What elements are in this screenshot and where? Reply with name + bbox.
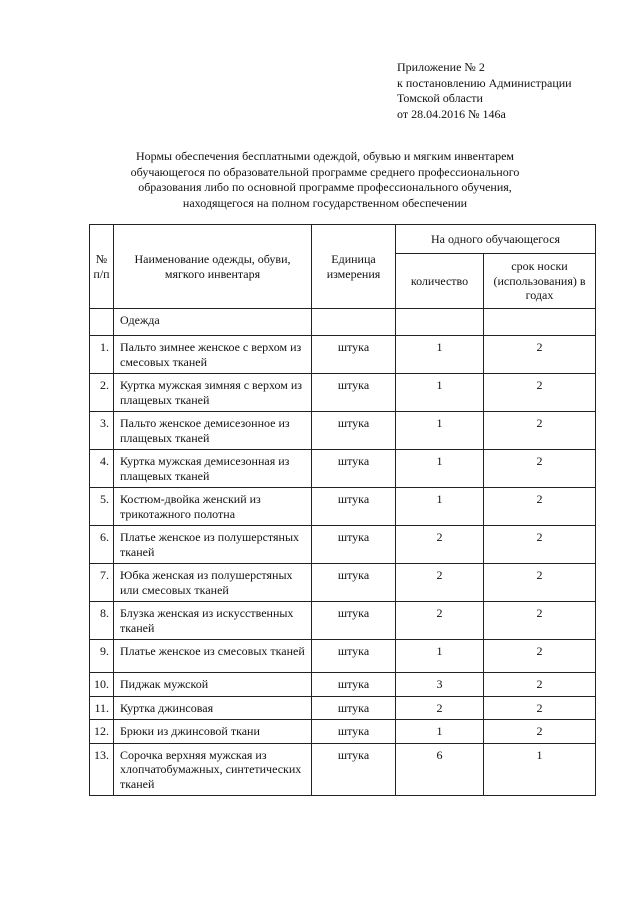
appendix-line: Томской области [397, 91, 483, 105]
row-qty: 3 [396, 673, 484, 697]
row-qty: 2 [396, 602, 484, 640]
row-num: 11. [90, 696, 114, 720]
row-name: Костюм-двойка женский из трикотажного полотна [114, 488, 312, 526]
norms-table [89, 224, 596, 796]
header-unit [312, 225, 396, 309]
table-row [90, 743, 596, 796]
row-qty: 2 [396, 526, 484, 564]
header-unit-text: Единица измерения [326, 252, 381, 281]
document-title [100, 149, 550, 211]
row-unit: штука [312, 602, 396, 640]
row-name: Куртка джинсовая [114, 696, 312, 720]
appendix-line: к постановлению Администрации [397, 75, 572, 90]
table-row [90, 696, 596, 720]
table-row [90, 564, 596, 602]
row-qty: 2 [396, 696, 484, 720]
row-name: Куртка мужская зимняя с верхом из плащевых тканей [114, 374, 312, 412]
row-num: 5. [90, 488, 114, 526]
header-per-student: На одного обучающегося [396, 225, 596, 254]
title-line: Нормы обеспечения бесплатными одеждой, обувью и мягким инвентарем [135, 149, 515, 163]
table-row [90, 488, 596, 526]
row-num: 12. [90, 720, 114, 744]
table-row [90, 412, 596, 450]
row-term: 2 [484, 673, 596, 697]
table-row [90, 720, 596, 744]
row-unit: штука [312, 720, 396, 744]
row-qty: 1 [396, 412, 484, 450]
row-num: 4. [90, 450, 114, 488]
row-qty: 2 [396, 564, 484, 602]
header-term [484, 254, 596, 309]
section-term-cell [484, 309, 596, 336]
row-num: 3. [90, 412, 114, 450]
row-name: Брюки из джинсовой ткани [114, 720, 312, 744]
table-row [90, 602, 596, 640]
row-name: Платье женское из смесовых тканей [114, 640, 312, 673]
header-term-text: срок носки (использования) в годах [493, 259, 586, 303]
row-unit: штука [312, 564, 396, 602]
row-unit: штука [312, 450, 396, 488]
row-term: 2 [484, 696, 596, 720]
row-term: 2 [484, 450, 596, 488]
row-qty: 1 [396, 488, 484, 526]
row-term: 2 [484, 526, 596, 564]
row-qty: 1 [396, 450, 484, 488]
row-num: 7. [90, 564, 114, 602]
header-num [90, 225, 114, 309]
row-qty: 1 [396, 720, 484, 744]
row-unit: штука [312, 526, 396, 564]
row-name: Пальто зимнее женское с верхом из смесовых тканей [114, 336, 312, 374]
row-term: 2 [484, 336, 596, 374]
row-qty: 1 [396, 336, 484, 374]
row-name: Куртка мужская демисезонная из плащевых тканей [114, 450, 312, 488]
row-unit: штука [312, 743, 396, 796]
row-term: 1 [484, 743, 596, 796]
row-unit: штука [312, 374, 396, 412]
row-qty: 1 [396, 374, 484, 412]
section-title-cell [114, 309, 312, 336]
section-qty-cell [396, 309, 484, 336]
table-row [90, 374, 596, 412]
row-name: Платье женское из полушерстяных тканей [114, 526, 312, 564]
row-name: Пальто женское демисезонное из плащевых тканей [114, 412, 312, 450]
row-num: 10. [90, 673, 114, 697]
appendix-line: Приложение № 2 [397, 60, 485, 74]
row-term: 2 [484, 640, 596, 673]
row-unit: штука [312, 336, 396, 374]
row-term: 2 [484, 602, 596, 640]
header-num-abbr: п/п [93, 266, 110, 281]
table-row [90, 640, 596, 673]
row-num: 13. [90, 743, 114, 796]
header-name-text: Наименование одежды, обуви, мягкого инвентаря [134, 252, 291, 281]
section-row [90, 309, 596, 336]
row-name: Пиджак мужской [114, 673, 312, 697]
section-title: Одежда [120, 313, 160, 327]
table-row [90, 450, 596, 488]
row-num: 6. [90, 526, 114, 564]
row-term: 2 [484, 720, 596, 744]
row-term: 2 [484, 412, 596, 450]
appendix-line: от 28.04.2016 № 146а [397, 106, 506, 121]
table-row [90, 673, 596, 697]
table-row [90, 526, 596, 564]
appendix-header [397, 60, 627, 122]
row-num: 9. [90, 640, 114, 673]
row-unit: штука [312, 696, 396, 720]
table-row [90, 336, 596, 374]
row-name: Блузка женская из искусственных тканей [114, 602, 312, 640]
title-line: образования либо по основной программе профессионального обучения, [138, 180, 512, 194]
row-qty: 6 [396, 743, 484, 796]
header-quantity: количество [396, 254, 484, 309]
row-unit: штука [312, 640, 396, 673]
row-unit: штука [312, 673, 396, 697]
title-line: находящегося на полном государственном обеспечении [182, 195, 468, 210]
header-num-symbol: № [95, 252, 108, 266]
row-qty: 1 [396, 640, 484, 673]
row-unit: штука [312, 412, 396, 450]
row-unit: штука [312, 488, 396, 526]
header-name [114, 225, 312, 309]
section-num-cell [90, 309, 114, 336]
row-term: 2 [484, 374, 596, 412]
section-unit-cell [312, 309, 396, 336]
title-line: обучающегося по образовательной программе среднего профессионального [130, 164, 520, 179]
row-term: 2 [484, 488, 596, 526]
row-name: Сорочка верхняя мужская из хлопчатобумажных, синтетических тканей [114, 743, 312, 796]
row-name: Юбка женская из полушерстяных или смесовых тканей [114, 564, 312, 602]
row-num: 2. [90, 374, 114, 412]
row-term: 2 [484, 564, 596, 602]
row-num: 8. [90, 602, 114, 640]
row-num: 1. [90, 336, 114, 374]
